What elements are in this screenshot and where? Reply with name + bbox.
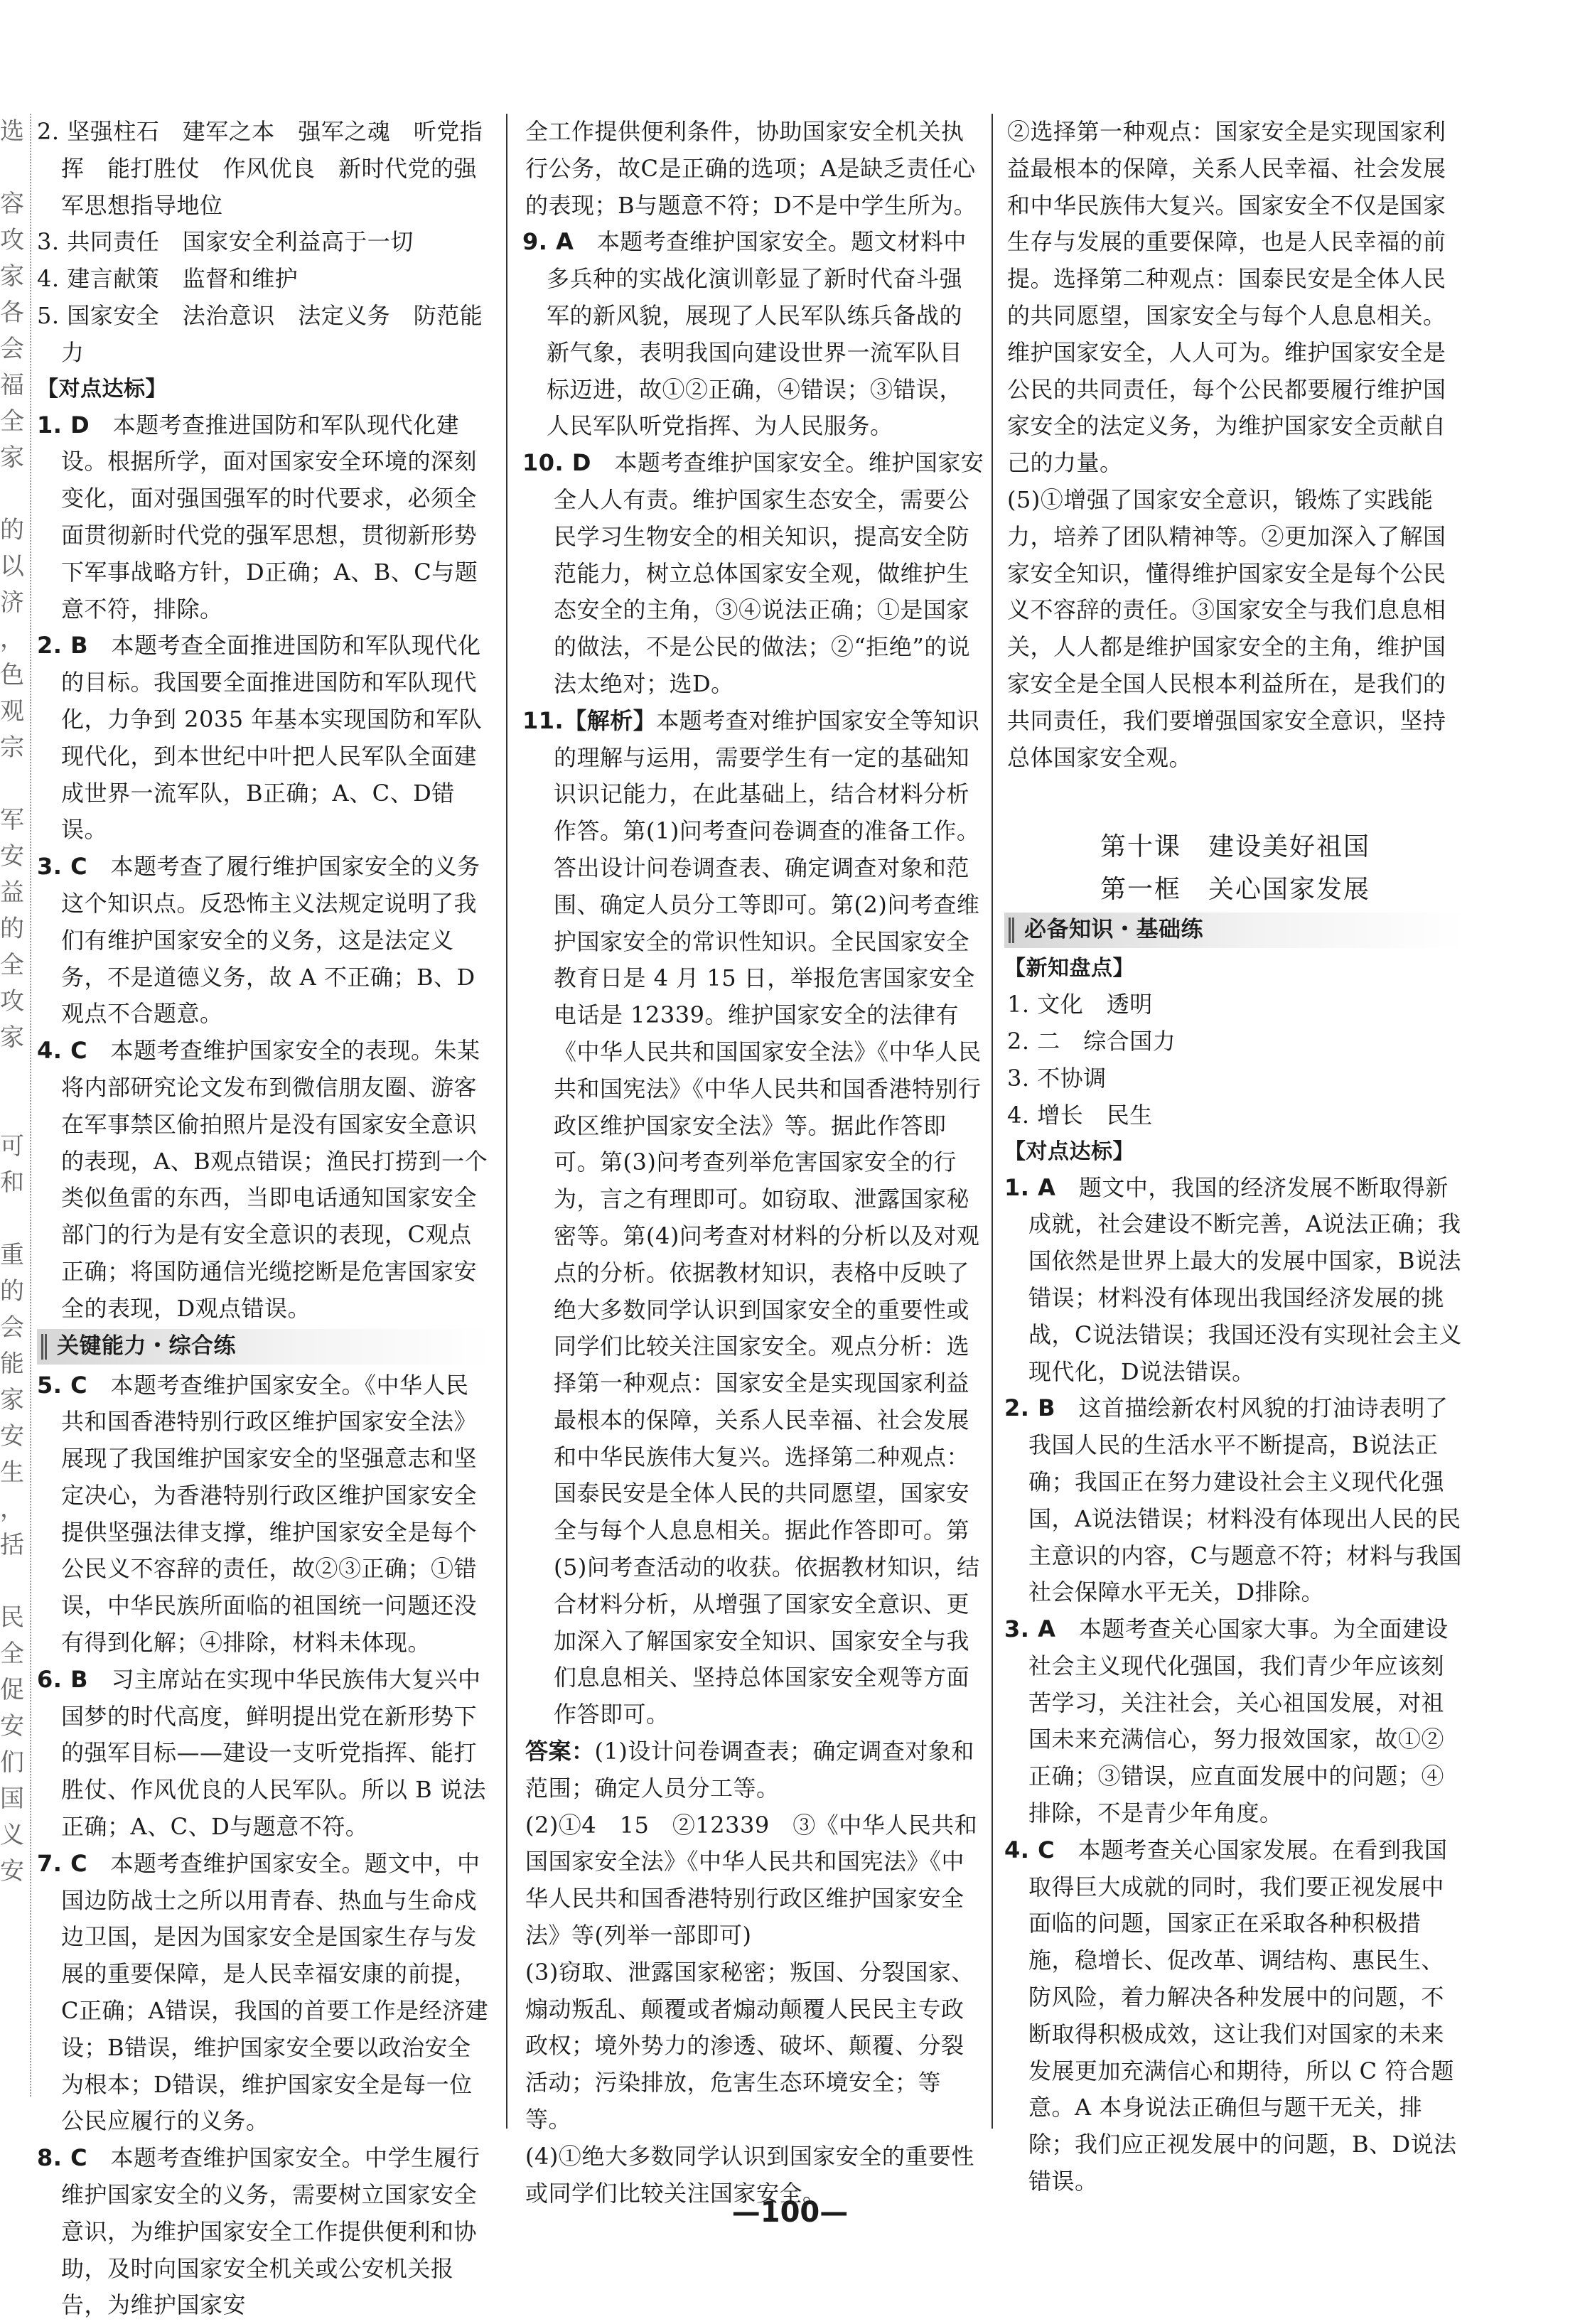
section-band bbox=[1004, 913, 1466, 948]
answer-item bbox=[37, 1846, 492, 2140]
answer-number: 11.【解析】 bbox=[522, 706, 657, 734]
section-tag: 【对点达标】 bbox=[37, 376, 167, 402]
answer-text: 本题考查对维护国家安全等知识的理解与运用，需要学生有一定的基础知识识记能力，在此基础上，结合材料分析作答。第(1)问考查问卷调查的准备工作。答出设计问卷调查表、确定调查对象和范围、确定人员分工等即可。第(2)问考查维护国家安全的常识性知识。全民国家安全教育日是 4 月 15 日，举报危害国家安全电话是 12339。维护国家安全的法律有《中华人民共和国国家安全法》《中华人民共和国宪法》《中华人民共和国香港特别行政区维护国家安全法》等。据此作答即可。第(3)问考查列举危害国家安全的行为，言之有理即可。如窃取、泄露国家秘密等。第(4)问考查对材料的分析以及对观点的分析。依据教材知识，表格中反映了绝大多数同学认识到国家安全的重要性或同学们比较关注国家安全。观点分析：选择第一种观点：国家安全是实现国家利益最根本的保障，关系人民幸福、社会发展和中华民族伟大复兴。选择第二种观点：国泰民安是全体人民的共同愿望，国家安全与每个人息息相关。据此作答即可。第(5)问考查活动的收获。依据教材知识，结合材料分析，从增强了国家安全意识、更加深入了解国家安全知识、国家安全与我们息息相关、坚持总体国家安全观等方面作答即可。 bbox=[554, 706, 982, 1728]
column-divider-1 bbox=[506, 114, 507, 2129]
answer-number: 3. C bbox=[37, 853, 88, 881]
answer-number: 1. A bbox=[1004, 1173, 1056, 1201]
band-bar-icon bbox=[41, 1334, 48, 1360]
answer-item bbox=[37, 1033, 492, 1327]
section-tag: 【对点达标】 bbox=[1004, 1139, 1134, 1164]
lesson-title: 第十课 建设美好祖国 bbox=[1100, 832, 1370, 862]
answer-item bbox=[1004, 1611, 1466, 1832]
answer-item bbox=[37, 849, 492, 1033]
column-divider-2 bbox=[991, 114, 993, 2129]
answer-number: 9. A bbox=[522, 228, 574, 256]
answer-item bbox=[522, 224, 984, 445]
answer-text: 题文中，我国的经济发展不断取得新成就，社会建设不断完善，A说法正确；我国依然是世界上最大的发展中国家，B说法错误；材料没有体现出我国经济发展的挑战，C说法错误；我国还没有实现社会主义现代化，D说法错误。 bbox=[1028, 1173, 1462, 1385]
answer-number: 4. C bbox=[37, 1037, 88, 1065]
answer-line: (3)窃取、泄露国家秘密；叛国、分裂国家、煽动叛乱、颠覆或者煽动颠覆人民民主专政政权；境外势力的渗透、破坏、颠覆、分裂活动；污染排放，危害生态环境安全；等等。 bbox=[525, 1958, 974, 2134]
left-margin-rule bbox=[30, 114, 31, 2097]
review-item: 2. 坚强柱石 建军之本 强军之魂 听党指挥 能打胜仗 作风优良 新时代党的强军思想指导地位 bbox=[37, 118, 483, 219]
answer-number: 3. A bbox=[1004, 1615, 1056, 1643]
answer-text: 这首描绘新农村风貌的打油诗表明了我国人民的生活水平不断提高，B说法正确；我国正在努力建设社会主义现代化强国，A说法错误；材料没有体现出人民的民主意识的内容，C与题意不符；材料与我国社会保障水平无关，D排除。 bbox=[1028, 1394, 1462, 1606]
answer-text: 本题考查全面推进国防和军队现代化的目标。我国要全面推进国防和军队现代化，力争到 2035 年基本实现国防和军队现代化，到本世纪中叶把人民军队全面建成世界一流军队，B正确；A、C、D错误。 bbox=[61, 632, 483, 844]
list-item: 4. 增长 民生 bbox=[1007, 1101, 1153, 1129]
answer-label: 答案： bbox=[525, 1738, 595, 1765]
answer-item bbox=[1004, 1390, 1466, 1611]
section-band-label: 关键能力・综合练 bbox=[57, 1333, 236, 1359]
answer-number: 7. C bbox=[37, 1849, 88, 1877]
answer-number: 8. C bbox=[37, 2144, 88, 2172]
answer-text: 本题考查维护国家安全。《中华人民共和国香港特别行政区维护国家安全法》展现了我国维护国家安全的坚强意志和坚定决心，为香港特别行政区维护国家安全提供坚强法律支撑，维护国家安全是每个公民义不容辞的责任，故②③正确；①错误，中华民族所面临的祖国统一问题还没有得到化解；④排除，材料未体现。 bbox=[61, 1371, 478, 1657]
answer-item bbox=[37, 2140, 492, 2324]
answer-text: 本题考查维护国家安全。中学生履行维护国家安全的义务，需要树立国家安全意识，为维护国家安全工作提供便利和协助，及时向国家安全机关或公安机关报告，为维护国家安 bbox=[61, 2144, 480, 2319]
answer-item bbox=[522, 445, 984, 703]
answer-text: 本题考查维护国家安全的表现。朱某将内部研究论文发布到微信朋友圈、游客在军事禁区偷拍照片是没有国家安全意识的表现，A、B观点错误；渔民打捞到一个类似鱼雷的东西，当即电话通知国家安全部门的行为是有安全意识的表现，C观点正确；将国防通信光缆挖断是危害国家安全的表现，D观点错误。 bbox=[61, 1037, 488, 1322]
continued-text: 全工作提供便利条件，协助国家安全机关执行公务，故C是正确的选项；A是缺乏责任心的表现；B与题意不符；D不是中学生所为。 bbox=[525, 118, 977, 219]
column-1 bbox=[37, 114, 492, 2324]
answer-text: (1)设计问卷调查表；确定调查对象和范围；确定人员分工等。 bbox=[525, 1738, 974, 1802]
answer-number: 10. D bbox=[522, 449, 591, 477]
review-item: 3. 共同责任 国家安全利益高于一切 bbox=[37, 228, 414, 256]
answer-line: (4)①绝大多数同学认识到国家安全的重要性或同学们比较关注国家安全。 bbox=[525, 2142, 974, 2207]
answer-block bbox=[522, 1733, 984, 1807]
answer-item bbox=[1004, 1832, 1466, 2200]
section-tag: 【新知盘点】 bbox=[1004, 956, 1134, 981]
answer-line: (2)①4 15 ②12339 ③《中华人民共和国国家安全法》《中华人民共和国宪法》《中华人民共和国香港特别行政区维护国家安全法》等(列举一部即可) bbox=[525, 1811, 978, 1949]
answer-text: 本题考查关心国家发展。在看到我国取得巨大成就的同时，我们要正视发展中面临的问题，国家正在采取各种积极措施，稳增长、促改革、调结构、惠民生、防风险，着力解决各种发展中的问题，不断取得积极成效，这让我们对国家的未来发展更加充满信心和期待，所以 C 符合题意。A 本身说法正确但与题干无关，排除；我们应正视发展中的问题，B、D说法错误。 bbox=[1028, 1836, 1457, 2195]
review-item: 5. 国家安全 法治意识 法定义务 防范能力 bbox=[37, 301, 483, 366]
answer-item bbox=[1004, 1170, 1466, 1391]
answer-text: 本题考查推进国防和军队现代化建设。根据所学，面对国家安全环境的深刻变化，面对强国强军的时代要求，必须全面贯彻新时代党的强军思想，贯彻新形势下军事战略方针，D正确；A、B、C与题意不符，排除。 bbox=[61, 411, 478, 623]
list-item: 1. 文化 透明 bbox=[1007, 991, 1153, 1018]
column-2 bbox=[522, 114, 984, 2212]
answer-text: 习主席站在实现中华民族伟大复兴中国梦的时代高度，鲜明提出党在新形势下的强军目标——建设一支听党指挥、能打胜仗、作风优良的人民军队。所以 B 说法正确；A、C、D与题意不符。 bbox=[61, 1665, 486, 1841]
answer-text: 本题考查关心国家大事。为全面建设社会主义现代化强国，我们青少年应该刻苦学习，关注社会，关心祖国发展，对祖国未来充满信心，努力报效国家，故①②正确；③错误，应直面发展中的问题；④排除，不是青少年角度。 bbox=[1028, 1615, 1449, 1827]
list-item: 3. 不协调 bbox=[1007, 1064, 1107, 1092]
answer-item bbox=[37, 407, 492, 628]
answer-number: 5. C bbox=[37, 1371, 88, 1399]
answer-text: 本题考查了履行维护国家安全的义务这个知识点。反恐怖主义法规定说明了我们有维护国家安全的义务，这是法定义务，不是道德义务，故 A 不正确；B、D观点不合题意。 bbox=[61, 853, 480, 1028]
section-band bbox=[37, 1329, 492, 1365]
answer-number: 2. B bbox=[1004, 1394, 1055, 1422]
answer-number: 6. B bbox=[37, 1665, 88, 1693]
continued-text: (5)①增强了国家安全意识，锻炼了实践能力，培养了团队精神等。②更加深入了解国家安全知识，懂得维护国家安全是每个公民义不容辞的责任。③国家安全与我们息息相关，人人都是维护国家安全的主角，维护国家安全是全国人民根本利益所在，是我们的共同责任，我们要增强国家安全意识，坚持总体国家安全观。 bbox=[1007, 485, 1446, 771]
continued-text: ②选择第一种观点：国家安全是实现国家利益最根本的保障，关系人民幸福、社会发展和中华民族伟大复兴。国家安全不仅是国家生存与发展的重要保障，也是人民幸福的前提。选择第二种观点：国泰民安是全体人民的共同愿望，国家安全与每个人息息相关。维护国家安全，人人可为。维护国家安全是公民的共同责任，每个公民都要履行维护国家安全的法定义务，为维护国家安全贡献自己的力量。 bbox=[1007, 118, 1446, 477]
answer-text: 本题考查维护国家安全。题文中，中国边防战士之所以用青春、热血与生命戍边卫国，是因为国家安全是国家生存与发展的重要保障，是人民幸福安康的前提，C正确；A错误，我国的首要工作是经济建设；B错误，维护国家安全要以政治安全为根本；D错误，维护国家安全是每一位公民应履行的义务。 bbox=[61, 1849, 489, 2135]
band-bar-icon bbox=[1009, 918, 1016, 943]
answer-item bbox=[37, 1367, 492, 1662]
review-item: 4. 建言献策 监督和维护 bbox=[37, 265, 299, 293]
answer-item bbox=[37, 1662, 492, 1846]
answer-item bbox=[37, 628, 492, 849]
answer-number: 2. B bbox=[37, 632, 88, 660]
list-item: 2. 二 综合国力 bbox=[1007, 1028, 1176, 1055]
answer-item bbox=[522, 703, 984, 1733]
answer-text: 本题考查维护国家安全。题文材料中多兵种的实战化演训彰显了新时代奋斗强军的新风貌，展现了人民军队练兵备战的新气象，表明我国向建设世界一流军队目标迈进，故①②正确，④错误；③错误，人民军队听党指挥、为人民服务。 bbox=[547, 228, 967, 440]
answer-text: 本题考查维护国家安全。维护国家安全人人有责。维护国家生态安全，需要公民学习生物安全的相关知识，提高安全防范能力，树立总体国家安全观，做维护生态安全的主角，③④说法正确；①是国家的做法，不是公民的做法；②“拒绝”的说法太绝对；选D。 bbox=[554, 449, 984, 697]
section-band-label: 必备知识・基础练 bbox=[1024, 917, 1203, 943]
column-3 bbox=[1004, 114, 1466, 2200]
left-margin-cropped-text: 选 容 攻 家 各 会 福 全 家 的 以 济 ， 色 观 宗 军 安 益 的 全 攻 家 可 和 重 的 会 能 家 安 生 ， 括 民 全 促 安 们 国 义 安 bbox=[0, 117, 24, 1885]
page-number: —100— bbox=[731, 2196, 849, 2229]
answer-number: 4. C bbox=[1004, 1836, 1055, 1863]
answer-number: 1. D bbox=[37, 411, 90, 439]
section-title: 第一框 关心国家发展 bbox=[1100, 875, 1370, 905]
